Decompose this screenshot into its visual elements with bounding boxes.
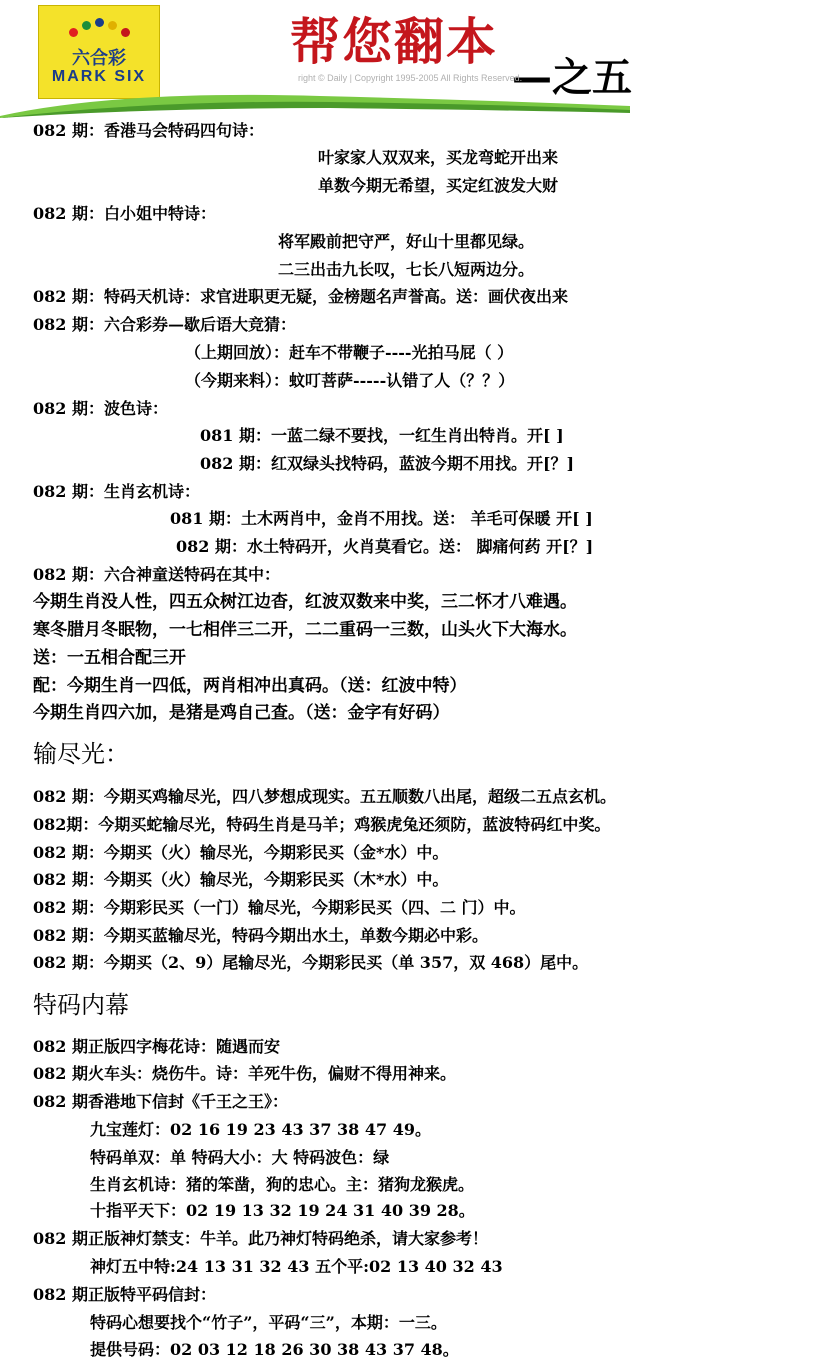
- header-banner: [0, 0, 833, 118]
- green-swoosh-divider: [0, 86, 640, 118]
- poem-line: 单数今期无希望，买定红波发大财: [318, 176, 559, 195]
- kid-poem-line: 配：今期生肖一四低，两肖相冲出真码。（送：红波中特）: [33, 676, 467, 696]
- insider-detail-line: 十指平天下：02 19 13 32 19 24 31 40 39 28。: [90, 1201, 475, 1220]
- line-082-six-union-kid: 082 期：六合神童送特码在其中：: [33, 565, 280, 584]
- kid-poem-line: 送：一五相合配三开: [33, 648, 186, 668]
- poem-line: 二三出击九长叹，七长八短两边分。: [278, 260, 535, 279]
- lose-all-line: 082 期：今期买（2、9）尾输尽光，今期彩民买（单 357，双 468）尾中。: [33, 953, 589, 972]
- lose-all-line: 082期：今期买蛇输尽光，特码生肖是马羊；鸡猴虎兔还须防，蓝波特码红中奖。: [33, 815, 611, 834]
- riddle-line: （上期回放）：赶车不带鞭子----光拍马屁（ ）: [185, 343, 514, 362]
- section-title-insider: 特码内幕: [33, 991, 129, 1019]
- insider-detail-line: 神灯五中特:24 13 31 32 43 五个平:02 13 40 32 43: [90, 1257, 503, 1276]
- line-082-white-lady-poem: 082 期：白小姐中特诗：: [33, 204, 216, 223]
- zodiac-poem-line: 082 期：水土特码开，火肖莫看它。送： 脚痛何药 开[？]: [176, 537, 594, 556]
- lose-all-line: 082 期：今期买（火）输尽光，今期彩民买（木*水）中。: [33, 870, 449, 889]
- logo-dot-icon: [108, 21, 117, 30]
- logo-chinese-text: 六合彩: [72, 48, 126, 69]
- insider-line: 082 期火车头：烧伤牛。诗：羊死牛伤，偏财不得用神来。: [33, 1064, 456, 1083]
- insider-line: 082 期正版特平码信封：: [33, 1285, 216, 1304]
- riddle-line: （今期来料）：蚊叮菩萨-----认错了人（？？）: [185, 371, 515, 390]
- insider-detail-line: 特码单双：单 特码大小：大 特码波色：绿: [90, 1148, 390, 1167]
- logo-dots-icon: [69, 18, 129, 42]
- line-082-hk-jockey-poem: 082 期：香港马会特码四句诗：: [33, 121, 264, 140]
- insider-line: 082 期正版四字梅花诗：随遇而安: [33, 1037, 280, 1056]
- insider-line: 082 期香港地下信封《千王之王》：: [33, 1092, 288, 1111]
- logo-dot-icon: [82, 21, 91, 30]
- page-subtitle: —之五: [512, 55, 632, 101]
- kid-poem-line: 今期生肖没人性，四五众树江边杳，红波双数来中奖，三二怀才八难遇。: [33, 592, 577, 612]
- line-082-riddle-contest: 082 期：六合彩券—歇后语大竞猜：: [33, 315, 296, 334]
- copyright-watermark: right © Daily | Copyright 1995-2005 All Rights Reserved.: [298, 73, 523, 83]
- page-title: 帮您翻本: [290, 12, 498, 71]
- poem-line: 将军殿前把守严，好山十里都见绿。: [278, 232, 535, 251]
- mark-six-logo: [38, 5, 160, 99]
- insider-detail-line: 特码心想要找个“竹子”，平码“三”，本期：一三。: [90, 1313, 447, 1332]
- logo-dot-icon: [121, 28, 130, 37]
- poem-line: 叶家家人双双来，买龙弯蛇开出来: [318, 148, 559, 167]
- insider-detail-line: 九宝莲灯：02 16 19 23 43 37 38 47 49。: [90, 1120, 431, 1139]
- lose-all-line: 082 期：今期买鸡输尽光，四八梦想成现实。五五顺数八出尾，超级二五点玄机。: [33, 787, 616, 806]
- logo-mark-six-text: MARK SIX: [51, 68, 147, 85]
- kid-poem-line: 寒冬腊月冬眠物，一七相伴三二开，二二重码一三数，山头火下大海水。: [33, 620, 577, 640]
- line-082-zodiac-poem: 082 期：生肖玄机诗：: [33, 482, 200, 501]
- kid-poem-line: 今期生肖四六加，是猪是鸡自己查。（送：金字有好码）: [33, 703, 450, 723]
- lose-all-line: 082 期：今期彩民买（一门）输尽光，今期彩民买（四、二 门）中。: [33, 898, 526, 917]
- wave-poem-line: 082 期：红双绿头找特码，蓝波今期不用找。开[？]: [200, 454, 575, 473]
- line-082-special-secret-poem: 082 期：特码天机诗：求官进职更无疑，金榜题名声誉高。送：画伏夜出来: [33, 287, 568, 306]
- insider-detail-line: 提供号码：02 03 12 18 26 30 38 43 37 48。: [90, 1340, 459, 1359]
- line-082-wave-color-poem: 082 期：波色诗：: [33, 399, 168, 418]
- insider-line: 082 期正版神灯禁支：牛羊。此乃神灯特码绝杀，请大家参考！: [33, 1229, 488, 1248]
- wave-poem-line: 081 期：一蓝二绿不要找，一红生肖出特肖。开[ ]: [200, 426, 564, 445]
- lose-all-line: 082 期：今期买蓝输尽光，特码今期出水土，单数今期必中彩。: [33, 926, 488, 945]
- logo-dot-icon: [69, 28, 78, 37]
- logo-dot-icon: [95, 18, 104, 27]
- zodiac-poem-line: 081 期：土木两肖中，金肖不用找。送： 羊毛可保暖 开[ ]: [170, 509, 593, 528]
- lose-all-line: 082 期：今期买（火）输尽光，今期彩民买（金*水）中。: [33, 843, 449, 862]
- section-title-lose-all: 输尽光：: [33, 740, 129, 768]
- insider-detail-line: 生肖玄机诗：猪的笨凿，狗的忠心。主：猪狗龙猴虎。: [90, 1175, 475, 1194]
